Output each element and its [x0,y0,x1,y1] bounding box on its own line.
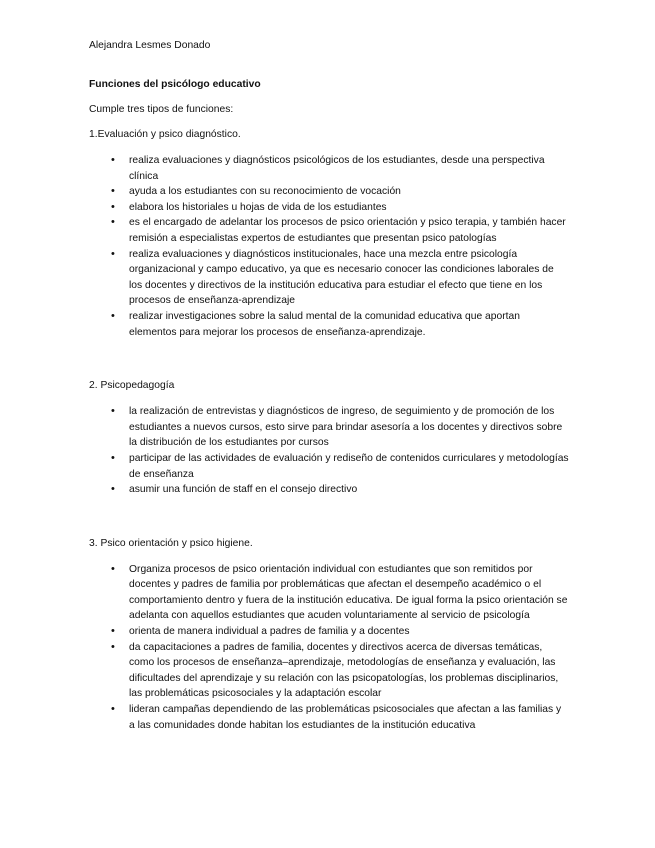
list-item [89,451,569,482]
list-item-text: ayuda a los estudiantes con su reconocimiento de vocación [129,186,401,198]
bullet-icon: • [111,216,115,229]
bullet-icon: • [111,703,115,716]
list-item-text: orienta de manera individual a padres de familia y a docentes [129,626,410,638]
list-item-text: da capacitaciones a padres de familia, docentes y directivos acerca de diversas temáticas, como los procesos de enseñanza–aprendizaje, metodologías de enseñanza y evaluación, las dificultades del aprendizaje y su relación con las psicopatologías, los problemas disciplinarios, las problemáticas psicosociales y la adaptación escolar [129,641,559,700]
bullet-icon: • [111,154,115,166]
list-item [89,562,569,624]
list-item [89,215,569,246]
bullet-list [89,404,569,498]
list-item-text: Organiza procesos de psico orientación individual con estudiantes que son remitidos por docentes y padres de familia por problemáticas que afectan el desempeño académico o el comportamiento dentro y fuera de la institución educativa. De igual forma la psico orientación se adelanta con aquellos estudiantes que acuden voluntariamente al servicio de psicología [129,563,568,622]
list-item-text: realiza evaluaciones y diagnósticos institucionales, hace una mezcla entre psicología organizacional y campo educativo, ya que es necesario conocer las condiciones laborales de los docentes y directivos de la institución educativa para estudiar el efecto que tiene en los procesos de enseñanza-aprendizaje [129,248,554,307]
section-psicopedagogia [89,378,569,498]
spacer [89,498,569,536]
list-item-text: la realización de entrevistas y diagnósticos de ingreso, de seguimiento y de promoción de los estudiantes a nuevos cursos, esto sirve para brindar asesoría a los docentes y directivos sobre la distribución de los estudiantes por cursos [129,406,563,449]
bullet-icon: • [111,200,115,213]
section-psico-orientacion [89,536,569,734]
list-item [89,200,569,216]
bullet-icon: • [111,247,115,260]
bullet-icon: • [111,405,115,418]
bullet-icon: • [111,625,115,638]
section-heading: 2. Psicopedagogía [89,380,175,392]
list-item [89,482,569,498]
list-item [89,247,569,309]
bullet-list [89,562,569,734]
list-item-text: realizar investigaciones sobre la salud mental de la comunidad educativa que aportan elementos para mejorar los procesos de enseñanza-aprendizaje. [129,310,520,338]
document-title: Funciones del psicólogo educativo [89,79,261,90]
intro-text: Cumple tres tipos de funciones: [89,104,234,115]
list-item-text: lideran campañas dependiendo de las problemáticas psicosociales que afectan a las familias y a las comunidades donde habitan los estudiantes de la institución educativa [129,704,562,731]
list-item [89,404,569,451]
bullet-icon: • [111,640,115,653]
bullet-icon: • [111,451,115,464]
list-item [89,702,569,733]
section-heading: 3. Psico orientación y psico higiene. [89,537,253,549]
list-item [89,153,569,184]
bullet-list [89,153,569,340]
bullet-icon: • [111,309,115,322]
spacer [89,340,569,378]
section-evaluacion [89,127,569,340]
bullet-icon: • [111,185,115,198]
list-item [89,309,569,340]
list-item-text: realiza evaluaciones y diagnósticos psicológicos de los estudiantes, desde una perspectiva clínica [129,155,545,182]
list-item [89,640,569,702]
document-page [89,38,569,733]
bullet-icon: • [111,483,115,496]
list-item-text: elabora los historiales u hojas de vida de los estudiantes [129,201,387,213]
list-item-text: participar de las actividades de evaluación y rediseño de contenidos curriculares y metodologías de enseñanza [129,452,569,480]
author-name: Alejandra Lesmes Donado [89,40,211,51]
section-heading: 1.Evaluación y psico diagnóstico. [89,129,241,140]
list-item-text: asumir una función de staff en el consejo directivo [129,484,358,496]
bullet-icon: • [111,562,115,575]
list-item-text: es el encargado de adelantar los procesos de psico orientación y psico terapia, y también hacer remisión a especialistas expertos de estudiantes que presentan psico patologías [129,217,566,244]
list-item [89,184,569,200]
list-item [89,624,569,640]
